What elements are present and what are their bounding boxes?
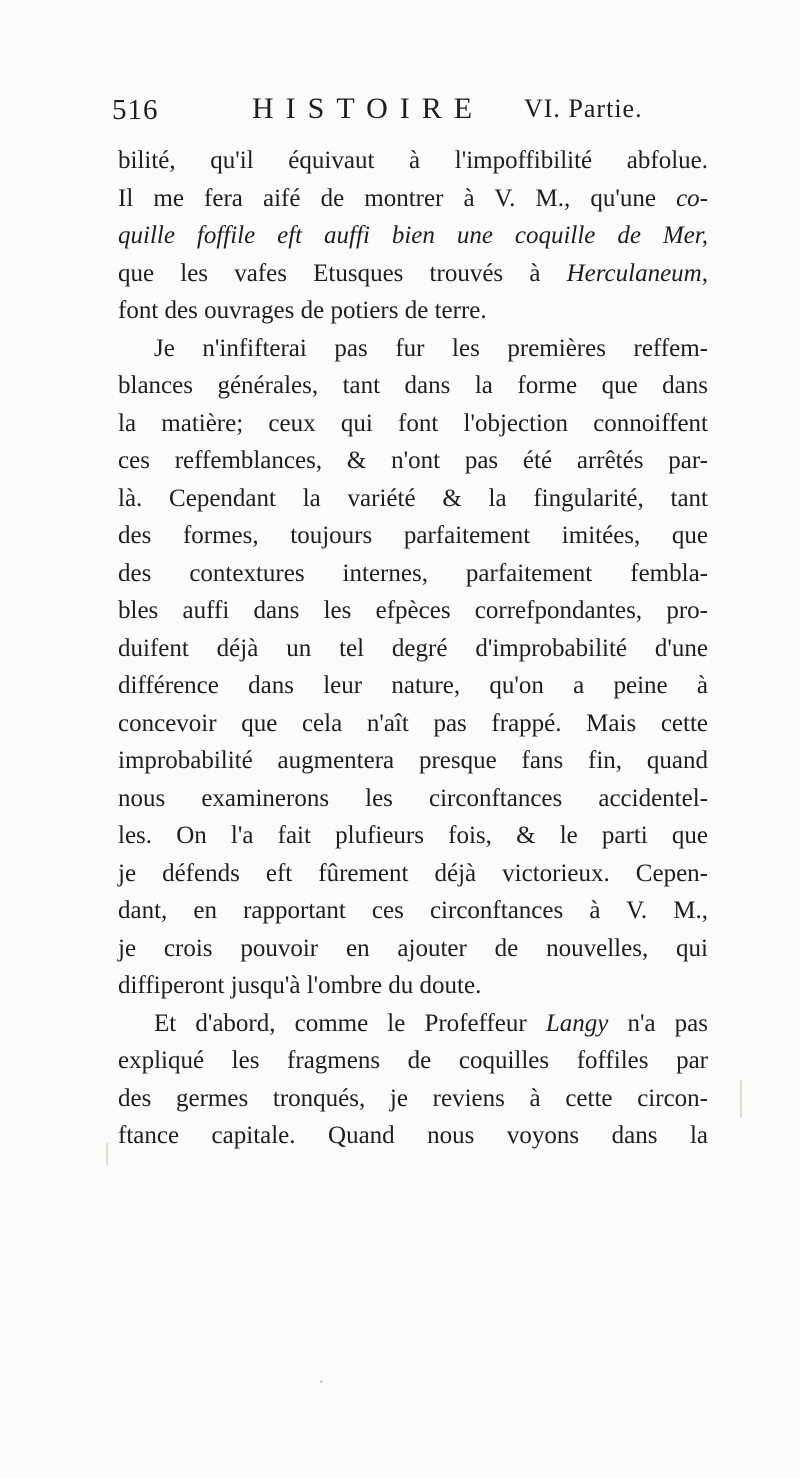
text-line: font des ouvrages de potiers de terre. (118, 297, 487, 324)
running-title: HISTOIRE (252, 92, 485, 125)
italic-span: coquille de Mer, (514, 222, 708, 249)
text-line: improbabilité augmentera presque fans fin, quand (118, 747, 708, 774)
text-line: des formes, toujours parfaitement imitées, que (118, 522, 708, 549)
text-line: diffiperont jusqu'à l'ombre du doute. (118, 972, 482, 999)
text-line: je crois pouvoir en ajouter de nouvelles, qui (118, 934, 708, 962)
body-text (118, 142, 708, 1155)
scan-speck (740, 1080, 742, 1118)
text-span: que les vafes Etusques trouvés à (118, 259, 567, 287)
text-line: bilité, qu'il équivaut à l'impoffibilité abfolue. (118, 147, 708, 174)
italic-span: co- (676, 184, 708, 212)
text-span: Et d'abord, comme le Profeffeur (154, 1009, 546, 1037)
part-label: VI. Partie. (524, 94, 643, 123)
text-line: la matière; ceux qui font l'objection connoiffent (118, 409, 708, 437)
text-span: n'a pas (608, 1009, 708, 1037)
text-span: Il me fera aifé de montrer à V. M., qu'une (118, 184, 677, 212)
text-line: des germes tronqués, je reviens à cette circon- (118, 1084, 708, 1112)
text-line (118, 180, 708, 218)
text-line: différence dans leur nature, qu'on a peine à (118, 672, 708, 699)
text-line: les. On l'a fait plufieurs fois, & le parti que (118, 822, 708, 849)
text-line (118, 217, 708, 255)
page-number: 516 (112, 94, 159, 126)
text-line: expliqué les fragmens de coquilles foffiles par (118, 1047, 708, 1074)
text-line: dant, en rapportant ces circonftances à V. M., (118, 897, 708, 924)
text-line: des contextures internes, parfaitement fembla- (118, 559, 708, 587)
text-line: là. Cependant la variété & la fingularité, tant (118, 484, 708, 512)
text-line: je défends eft fûrement déjà victorieux. Cepen- (118, 859, 708, 887)
text-line: blances générales, tant dans la forme que dans (118, 372, 708, 399)
text-line: ftance capitale. Quand nous voyons dans la (118, 1122, 708, 1149)
text-line: Je n'infifterai pas fur les premières reffem- (154, 334, 708, 362)
scan-speck (320, 1380, 323, 1383)
page-header (112, 88, 712, 138)
text-line (118, 1005, 708, 1043)
text-line: nous examinerons les circonftances accidentel- (118, 784, 708, 812)
italic-span: Herculaneum, (566, 259, 708, 287)
text-line (118, 255, 708, 293)
scan-speck (106, 1143, 108, 1165)
text-line: duifent déjà un tel degré d'improbabilité d'une (118, 634, 708, 662)
text-line: ces reffemblances, & n'ont pas été arrêtés par- (118, 447, 708, 474)
italic-span: quille foffile eft auffi bien une (118, 222, 515, 249)
text-line: bles auffi dans les efpèces correfpondantes, pro- (118, 597, 708, 624)
italic-span: Langy (545, 1009, 609, 1037)
text-line: concevoir que cela n'aît pas frappé. Mais cette (118, 709, 708, 737)
